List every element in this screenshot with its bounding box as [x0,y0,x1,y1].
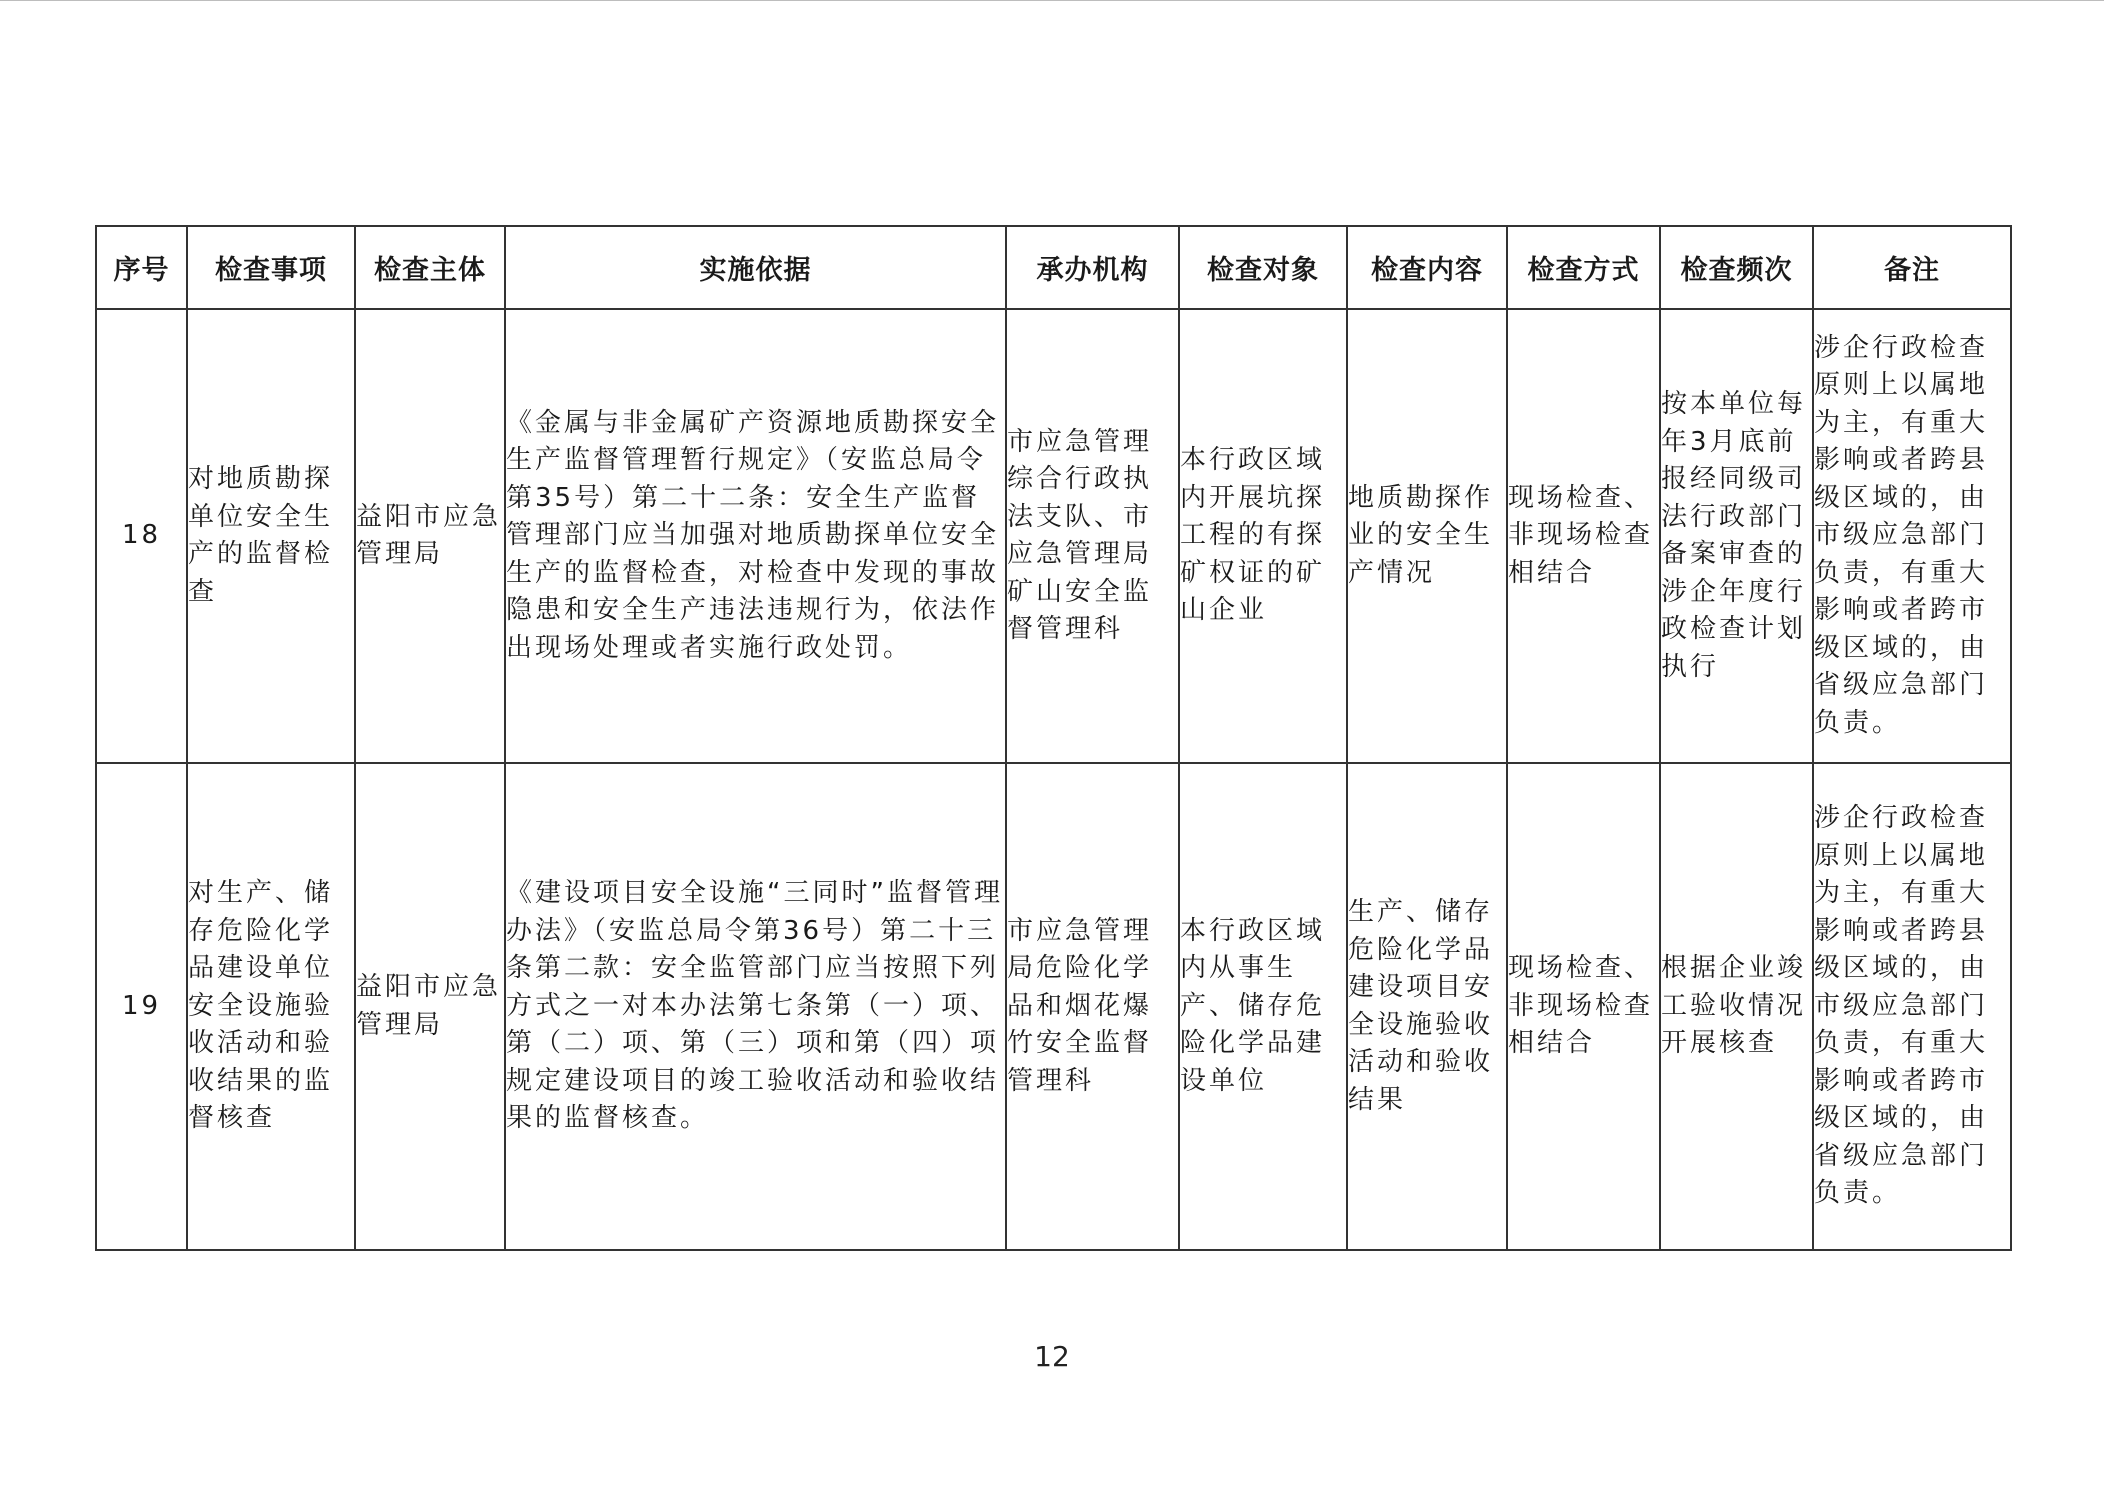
inspection-item-text: 对地质勘探单位安全生产的监督检查 [188,464,334,607]
remarks-text: 涉企行政检查原则上以属地为主，有重大影响或者跨县级区域的，由市级应急部门负责，有重大影响或者跨市级区域的，由省级应急部门负责。 [1814,803,1989,1209]
cell-handling-agency [1006,309,1179,763]
header-remarks: 备注 [1813,226,2011,309]
inspection-method-text: 现场检查、非现场检查相结合 [1508,482,1654,588]
header-inspection-subject: 检查主体 [355,226,505,309]
header-serial-number: 序号 [96,226,187,309]
cell-inspection-frequency [1660,763,1813,1250]
header-handling-agency: 承办机构 [1006,226,1179,309]
cell-legal-basis [505,309,1006,763]
cell-inspection-item [187,763,355,1250]
inspection-target-text: 本行政区域内开展坑探工程的有探矿权证的矿山企业 [1180,445,1326,626]
top-border-line [0,0,2104,1]
cell-inspection-target [1179,309,1347,763]
header-inspection-content: 检查内容 [1347,226,1507,309]
cell-inspection-item [187,309,355,763]
inspection-target-text: 本行政区域内从事生产、储存危险化学品建设单位 [1180,915,1326,1096]
remarks-text: 涉企行政检查原则上以属地为主，有重大影响或者跨县级区域的，由市级应急部门负责，有重大影响或者跨市级区域的，由省级应急部门负责。 [1814,332,1989,738]
cell-inspection-method [1507,763,1660,1250]
cell-handling-agency [1006,763,1179,1250]
inspection-content-text: 生产、储存危险化学品建设项目安全设施验收活动和验收结果 [1348,897,1494,1115]
cell-inspection-content [1347,309,1507,763]
header-inspection-method: 检查方式 [1507,226,1660,309]
cell-remarks [1813,763,2011,1250]
header-inspection-target: 检查对象 [1179,226,1347,309]
handling-agency-text: 市应急管理综合行政执法支队、市应急管理局矿山安全监督管理科 [1007,426,1153,644]
cell-inspection-method [1507,309,1660,763]
handling-agency-text: 市应急管理局危险化学品和烟花爆竹安全监督管理科 [1007,915,1153,1096]
page-number: 12 [1034,1340,1070,1373]
legal-basis-text: 《建设项目安全设施“三同时”监督管理办法》（安监总局令第36号）第二十三条第二款：安全监管部门应当按照下列方式之一对本办法第七条第（一）项、第（二）项、第（三）项和第（四）项规定建设项目的竣工验收活动和验收结果的监督核查。 [506,878,1003,1134]
cell-legal-basis [505,763,1006,1250]
inspection-frequency-text: 按本单位每年3月底前报经同级司法行政部门备案审查的涉企年度行政检查计划执行 [1661,389,1807,682]
cell-inspection-content [1347,763,1507,1250]
inspection-method-text: 现场检查、非现场检查相结合 [1508,953,1654,1059]
table-header-row [96,226,2011,309]
cell-inspection-target [1179,763,1347,1250]
cell-inspection-subject [355,309,505,763]
table-row [96,309,2011,763]
header-inspection-frequency: 检查频次 [1660,226,1813,309]
table-row [96,763,2011,1250]
legal-basis-text: 《金属与非金属矿产资源地质勘探安全生产监督管理暂行规定》（安监总局令第35号）第二十二条：安全生产监督管理部门应当加强对地质勘探单位安全生产的监督检查，对检查中发现的事故隐患和安全生产违法违规行为，依法作出现场处理或者实施行政处罚。 [506,407,1000,663]
inspection-subject-text: 益阳市应急管理局 [356,972,502,1040]
cell-remarks [1813,309,2011,763]
header-legal-basis: 实施依据 [505,226,1006,309]
inspection-table [95,225,2012,1251]
inspection-frequency-text: 根据企业竣工验收情况开展核查 [1661,953,1807,1059]
inspection-subject-text: 益阳市应急管理局 [356,501,502,569]
cell-inspection-frequency [1660,309,1813,763]
cell-serial-number: 19 [96,763,187,1250]
inspection-item-text: 对生产、储存危险化学品建设单位安全设施验收活动和验收结果的监督核查 [188,878,334,1134]
header-inspection-item: 检查事项 [187,226,355,309]
cell-inspection-subject [355,763,505,1250]
inspection-content-text: 地质勘探作业的安全生产情况 [1348,482,1494,588]
cell-serial-number: 18 [96,309,187,763]
